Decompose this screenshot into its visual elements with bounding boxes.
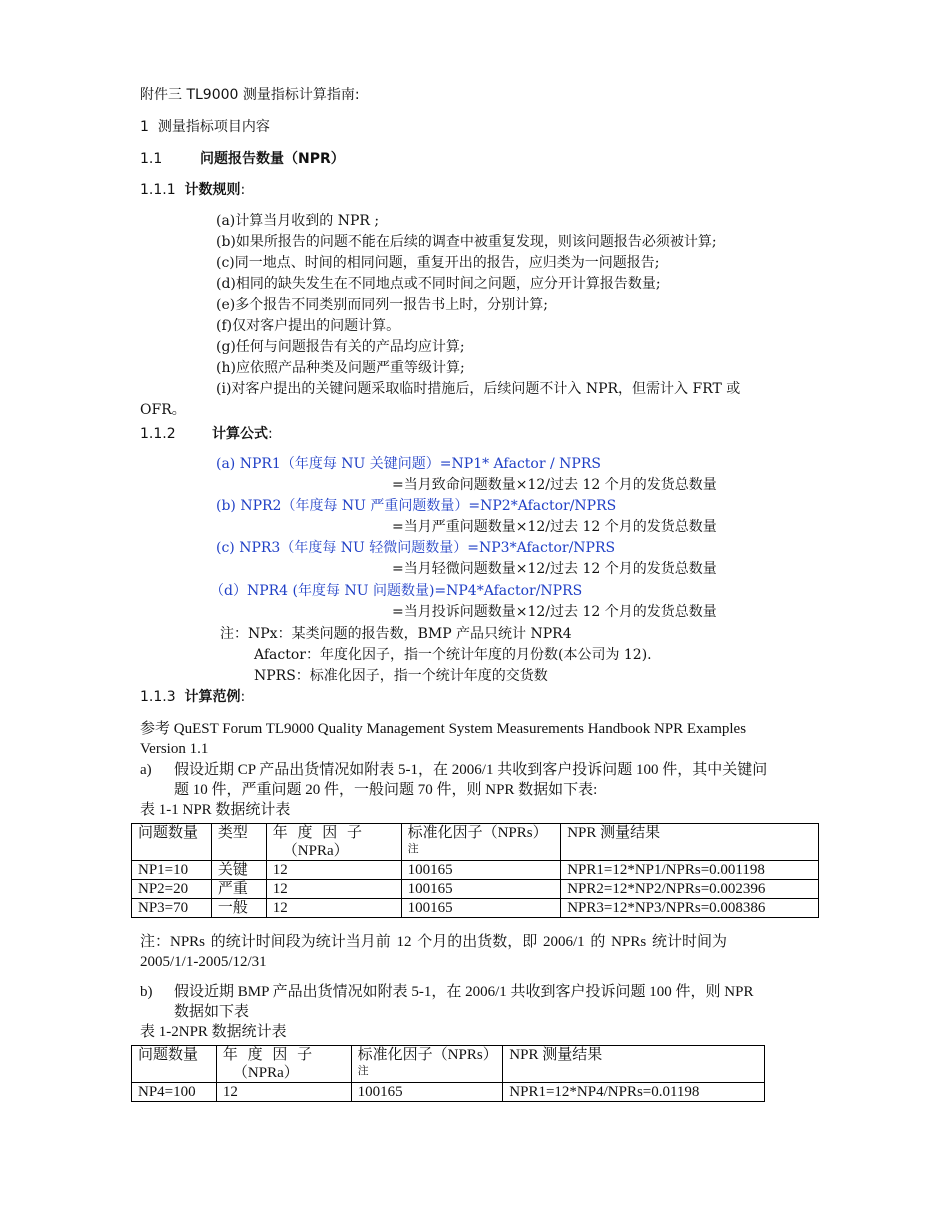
cell-factor: 12 xyxy=(216,1083,351,1102)
heading-colon: : xyxy=(240,182,246,198)
header-count: 问题数量 xyxy=(132,1046,217,1083)
rule-item-i-wrap: OFR。 xyxy=(140,402,186,418)
header-factor-line1: 年 度 因 子 xyxy=(272,825,363,841)
cell-norm: 100165 xyxy=(401,880,561,899)
cell-type: 一般 xyxy=(211,899,266,918)
rule-item-b: (b)如果所报告的问题不能在后续的调查中被重复发现，则该问题报告必须被计算; xyxy=(216,234,717,250)
rule-item-c: (c)同一地点、时间的相同问题，重复开出的报告，应归类为一问题报告; xyxy=(216,255,660,271)
formula-b-label: (b) NPR2（年度每 NU 严重问题数量）=NP2*Afactor/NPRS xyxy=(216,498,617,514)
formula-a-label: (a) NPR1（年度每 NU 关键问题）=NP1* Afactor / NPRS xyxy=(216,456,601,472)
rule-item-h: (h)应依照产品种类及问题严重等级计算; xyxy=(216,360,465,376)
section-number: 1 xyxy=(140,119,149,135)
section-number: 1.1.1 xyxy=(140,182,176,198)
header-factor-line1: 年 度 因 子 xyxy=(222,1047,313,1063)
cell-result: NPR1=12*NP4/NPRs=0.01198 xyxy=(503,1083,765,1102)
cell-count: NP1=10 xyxy=(132,861,212,880)
npr-table-2 xyxy=(131,1045,765,1102)
section-title: 测量指标项目内容 xyxy=(157,119,270,135)
rule-item-a: (a)计算当月收到的 NPR ; xyxy=(216,213,380,229)
rule-item-f: (f)仅对客户提出的问题计算。 xyxy=(216,318,401,334)
section-number: 1.1.3 xyxy=(140,689,176,705)
cell-factor: 12 xyxy=(266,861,401,880)
heading-colon: : xyxy=(240,689,246,705)
table-row xyxy=(132,880,819,899)
rule-item-g: (g)任何与问题报告有关的产品均应计算; xyxy=(216,339,465,355)
table-header-row xyxy=(132,824,819,861)
table1-note-line-2: 2005/1/1-2005/12/31 xyxy=(140,954,267,970)
cell-norm: 100165 xyxy=(401,899,561,918)
cell-count: NP3=70 xyxy=(132,899,212,918)
heading-colon: : xyxy=(268,426,273,442)
cell-result: NPR3=12*NP3/NPRs=0.008386 xyxy=(561,899,819,918)
section-title: 计算公式 xyxy=(212,426,268,442)
item-b-marker: b) xyxy=(140,984,153,1000)
cell-factor: 12 xyxy=(266,899,401,918)
cell-norm: 100165 xyxy=(401,861,561,880)
header-norm-note: 注 xyxy=(357,1065,369,1077)
note-afactor: Afactor：年度化因子，指一个统计年度的月份数(本公司为 12). xyxy=(254,647,652,663)
header-norm-label: 标准化因子（NPRs） xyxy=(357,1047,498,1063)
item-b-line-2: 数据如下表 xyxy=(174,1004,250,1020)
header-factor xyxy=(216,1046,351,1083)
cell-count: NP4=100 xyxy=(132,1083,217,1102)
rule-item-d: (d)相同的缺失发生在不同地点或不同时间之问题，应分开计算报告数量; xyxy=(216,276,661,292)
item-b-line-1: 假设近期 BMP 产品出货情况如附表 5-1，在 2006/1 共收到客户投诉问题 100 件，则 NPR xyxy=(174,984,754,1000)
header-norm xyxy=(401,824,561,861)
cell-type: 关键 xyxy=(211,861,266,880)
formula-c-label: (c) NPR3（年度每 NU 轻微问题数量）=NP3*Afactor/NPRS xyxy=(216,540,616,556)
section-number: 1.1 xyxy=(140,151,163,167)
formula-b-desc: =当月严重问题数量×12/过去 12 个月的发货总数量 xyxy=(392,519,717,535)
header-norm xyxy=(351,1046,503,1083)
header-factor-line2: （NPRa） xyxy=(232,1065,299,1081)
item-a-line-2: 题 10 件，严重问题 20 件，一般问题 70 件，则 NPR 数据如下表: xyxy=(174,782,598,798)
section-1-1-1-heading xyxy=(140,183,245,197)
rule-item-i: (i)对客户提出的关键问题采取临时措施后，后续问题不计入 NPR，但需计入 FRT 或 xyxy=(216,381,741,397)
cell-factor: 12 xyxy=(266,880,401,899)
item-a-marker: a) xyxy=(140,762,152,778)
section-title: 计算范例 xyxy=(184,689,241,705)
section-1-1-2-heading xyxy=(140,426,273,442)
section-number: 1.1.2 xyxy=(140,426,176,442)
table1-caption: 表 1-1 NPR 数据统计表 xyxy=(140,802,291,818)
header-result: NPR 测量结果 xyxy=(561,824,819,861)
header-count: 问题数量 xyxy=(132,824,212,861)
cell-result: NPR1=12*NP1/NPRs=0.001198 xyxy=(561,861,819,880)
header-factor-line2: （NPRa） xyxy=(282,843,349,859)
section-1-1-3-heading xyxy=(140,690,245,704)
npr-table-1 xyxy=(131,823,819,918)
header-factor xyxy=(266,824,401,861)
table-row xyxy=(132,861,819,880)
header-norm-label: 标准化因子（NPRs） xyxy=(407,825,548,841)
item-a-line-1: 假设近期 CP 产品出货情况如附表 5-1，在 2006/1 共收到客户投诉问题 100 件，其中关键问 xyxy=(174,762,768,778)
header-result: NPR 测量结果 xyxy=(503,1046,765,1083)
formula-d-label: （d）NPR4 (年度每 NU 问题数量)=NP4*Afactor/NPRS xyxy=(210,583,583,599)
section-title: 计数规则 xyxy=(184,182,241,198)
table-row xyxy=(132,899,819,918)
section-1-heading xyxy=(140,120,270,134)
formula-d-desc: =当月投诉问题数量×12/过去 12 个月的发货总数量 xyxy=(392,604,717,620)
header-type: 类型 xyxy=(211,824,266,861)
table1-note-line-1: 注：NPRs 的统计时间段为统计当月前 12 个月的出货数，即 2006/1 的 NPRs 统计时间为 xyxy=(140,934,727,950)
attachment-heading: 附件三 TL9000 测量指标计算指南: xyxy=(140,87,360,103)
cell-type: 严重 xyxy=(211,880,266,899)
formula-c-desc: =当月轻微问题数量×12/过去 12 个月的发货总数量 xyxy=(392,561,717,577)
cell-count: NP2=20 xyxy=(132,880,212,899)
rule-item-e: (e)多个报告不同类别而同列一报告书上时，分别计算; xyxy=(216,297,548,313)
cell-result: NPR2=12*NP2/NPRs=0.002396 xyxy=(561,880,819,899)
reference-line-1: 参考 QuEST Forum TL9000 Quality Management System Measurements Handbook NPR Examples xyxy=(140,721,747,737)
formula-a-desc: =当月致命问题数量×12/过去 12 个月的发货总数量 xyxy=(392,477,717,493)
note-npx: 注：NPx：某类问题的报告数，BMP 产品只统计 NPR4 xyxy=(220,626,572,642)
header-norm-note: 注 xyxy=(407,843,419,855)
cell-norm: 100165 xyxy=(351,1083,503,1102)
table2-caption: 表 1-2NPR 数据统计表 xyxy=(140,1024,287,1040)
table-header-row xyxy=(132,1046,765,1083)
section-1-1-heading xyxy=(140,151,345,167)
section-title: 问题报告数量（NPR） xyxy=(200,151,345,167)
table-row xyxy=(132,1083,765,1102)
reference-line-2: Version 1.1 xyxy=(140,741,209,757)
note-nprs: NPRS：标准化因子，指一个统计年度的交货数 xyxy=(254,668,548,684)
